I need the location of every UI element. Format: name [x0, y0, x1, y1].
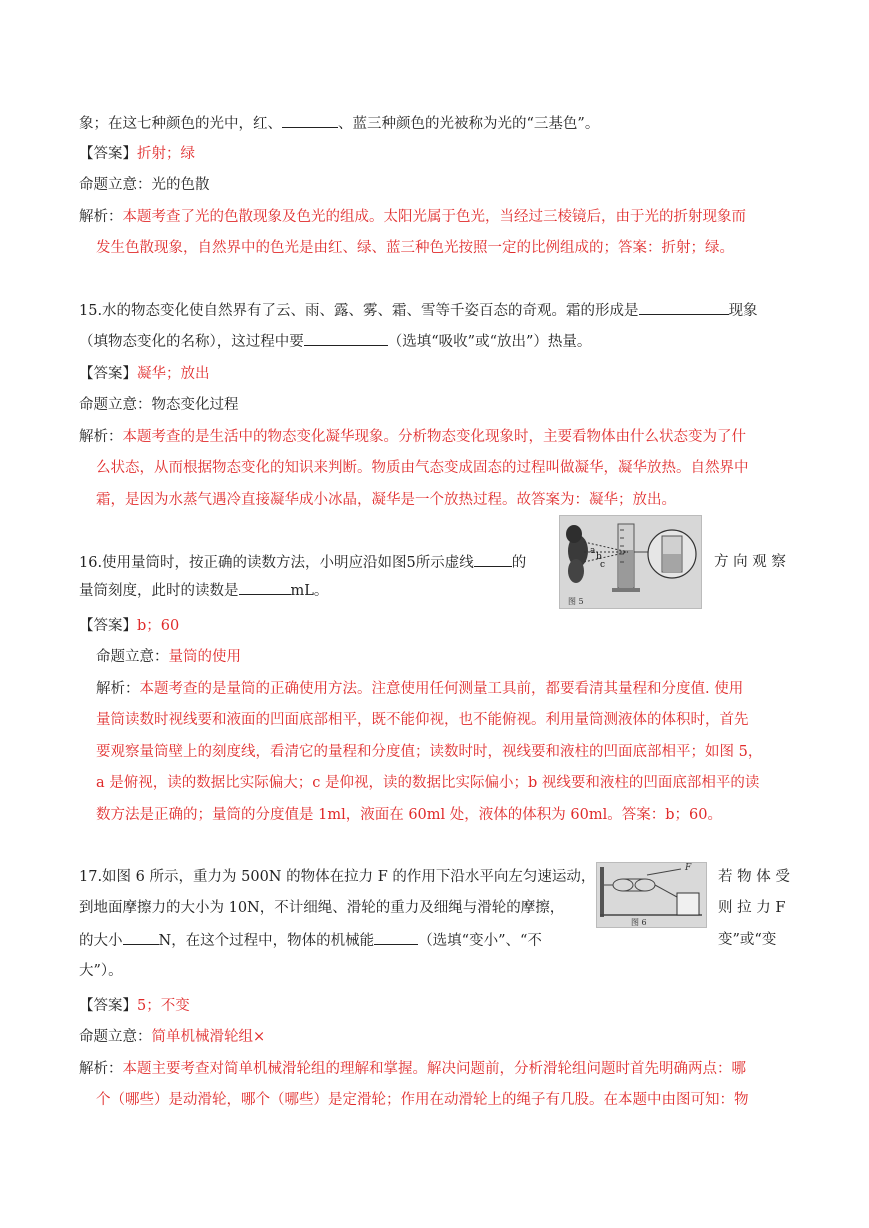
q15-analysis-2: 么状态，从而根据物态变化的知识来判断。物质由气态变成固态的过程叫做凝华，凝华放热。自然界中 — [96, 460, 749, 476]
q17-line4: 大”）。 — [79, 963, 123, 979]
q15-blank-1 — [639, 300, 729, 315]
q17-line3: 的大小 N，在这个过程中，物体的机械能 （选填“变小”、“不 — [79, 930, 790, 951]
figure-5 — [559, 515, 702, 609]
q16-analysis-1: 解析：本题考查的是量筒的正确使用方法。注意使用任何测量工具前，都要看清其量程和分度值. 使用 — [96, 681, 744, 697]
q15-analysis-3: 霜，是因为水蒸气遇冷直接凝华成小冰晶，凝华是一个放热过程。故答案为：凝华；放出。 — [96, 492, 676, 508]
q17-answer: 【答案】5；不变 — [79, 998, 190, 1014]
q16-line1: 16.使用量筒时，按正确的读数方法，小明应沿如图5所示虚线 的 — [79, 552, 790, 573]
q16-analysis-2: 量筒读数时视线要和液面的凹面底部相平，既不能仰视，也不能俯视。利用量筒测液体的体积时，首先 — [96, 712, 749, 728]
q15-topic: 命题立意：物态变化过程 — [79, 397, 239, 413]
figure-5-caption: 图 5 — [568, 597, 584, 606]
q14-answer: 【答案】折射；绿 — [79, 146, 195, 162]
q17-line2-end: 则 拉 力 F — [718, 900, 786, 916]
q17-blank-1 — [123, 930, 159, 945]
q16-analysis-3: 要观察量筒壁上的刻度线，看清它的量程和分度值；读数时时，视线要和液柱的凹面底部相平；如图 5， — [96, 744, 763, 760]
q17-analysis-2: 个（哪些）是动滑轮，哪个（哪些）是定滑轮；作用在动滑轮上的绳子有几股。在本题中由图可知：物 — [96, 1092, 749, 1108]
q16-blank-1 — [474, 552, 512, 567]
figure-label-c: c — [600, 560, 606, 570]
q17-line3-end: 变”或“变 — [718, 932, 777, 948]
q16-topic: 命题立意：量筒的使用 — [96, 649, 241, 665]
q17-topic: 命题立意：简单机械滑轮组× — [79, 1029, 266, 1045]
q17-blank-2 — [374, 930, 418, 945]
q15-answer: 【答案】凝华；放出 — [79, 366, 210, 382]
graduated-cylinder-figure — [560, 516, 701, 608]
figure-label-a: a — [590, 546, 596, 556]
figure-6 — [596, 862, 707, 928]
q15-analysis-1: 解析：本题考查的是生活中的物态变化凝华现象。分析物态变化现象时，主要看物体由什么状态变为了什 — [79, 429, 746, 445]
figure-6-caption: 图 6 — [631, 918, 647, 927]
q17-analysis-1: 解析：本题主要考查对简单机械滑轮组的理解和掌握。解决问题前，分析滑轮组问题时首先明确两点：哪 — [79, 1061, 746, 1077]
q17-line1-end: 若 物 体 受 — [718, 869, 790, 885]
q17-line2: 到地面摩擦力的大小为 10N，不计细绳、滑轮的重力及细绳与滑轮的摩擦， — [79, 900, 565, 916]
figure-label-b: b — [596, 552, 602, 562]
q14-topic: 命题立意：光的色散 — [79, 177, 210, 193]
q16-analysis-4: a 是俯视，读的数据比实际偏大；c 是仰视，读的数据比实际偏小；b 视线要和液柱的凹面底部相平的读 — [96, 775, 760, 791]
q15-line1: 15.水的物态变化使自然界有了云、雨、露、雾、霜、雪等千姿百态的奇观。霜的形成是 现象 — [79, 300, 790, 321]
q14-line1: 象；在这七种颜色的光中，红、 、蓝三种颜色的光被称为光的“三基色”。 — [79, 113, 790, 134]
q15-blank-2 — [304, 331, 388, 346]
q16-line1-end: 方 向 观 察 — [714, 554, 786, 570]
q16-analysis-5: 数方法是正确的；量筒的分度值是 1ml，液面在 60ml 处，液体的体积为 60ml。答案：b；60。 — [96, 807, 722, 823]
figure-label-f: F — [685, 863, 692, 873]
q16-answer: 【答案】b；60 — [79, 618, 180, 634]
q14-analysis-1: 解析：本题考查了光的色散现象及色光的组成。太阳光属于色光，当经过三棱镜后，由于光的折射现象而 — [79, 209, 746, 225]
q14-analysis-2: 发生色散现象，自然界中的色光是由红、绿、蓝三种色光按照一定的比例组成的；答案：折射；绿。 — [96, 240, 734, 256]
q16-blank-2 — [239, 580, 291, 595]
q14-blank — [282, 113, 338, 128]
q16-line2: 量筒刻度，此时的读数是 mL。 — [79, 580, 790, 601]
q15-line2: （填物态变化的名称），这过程中要 （选填“吸收”或“放出”）热量。 — [79, 331, 790, 352]
q17-line1: 17.如图 6 所示，重力为 500N 的物体在拉力 F 的作用下沿水平向左匀速运动， — [79, 869, 596, 885]
